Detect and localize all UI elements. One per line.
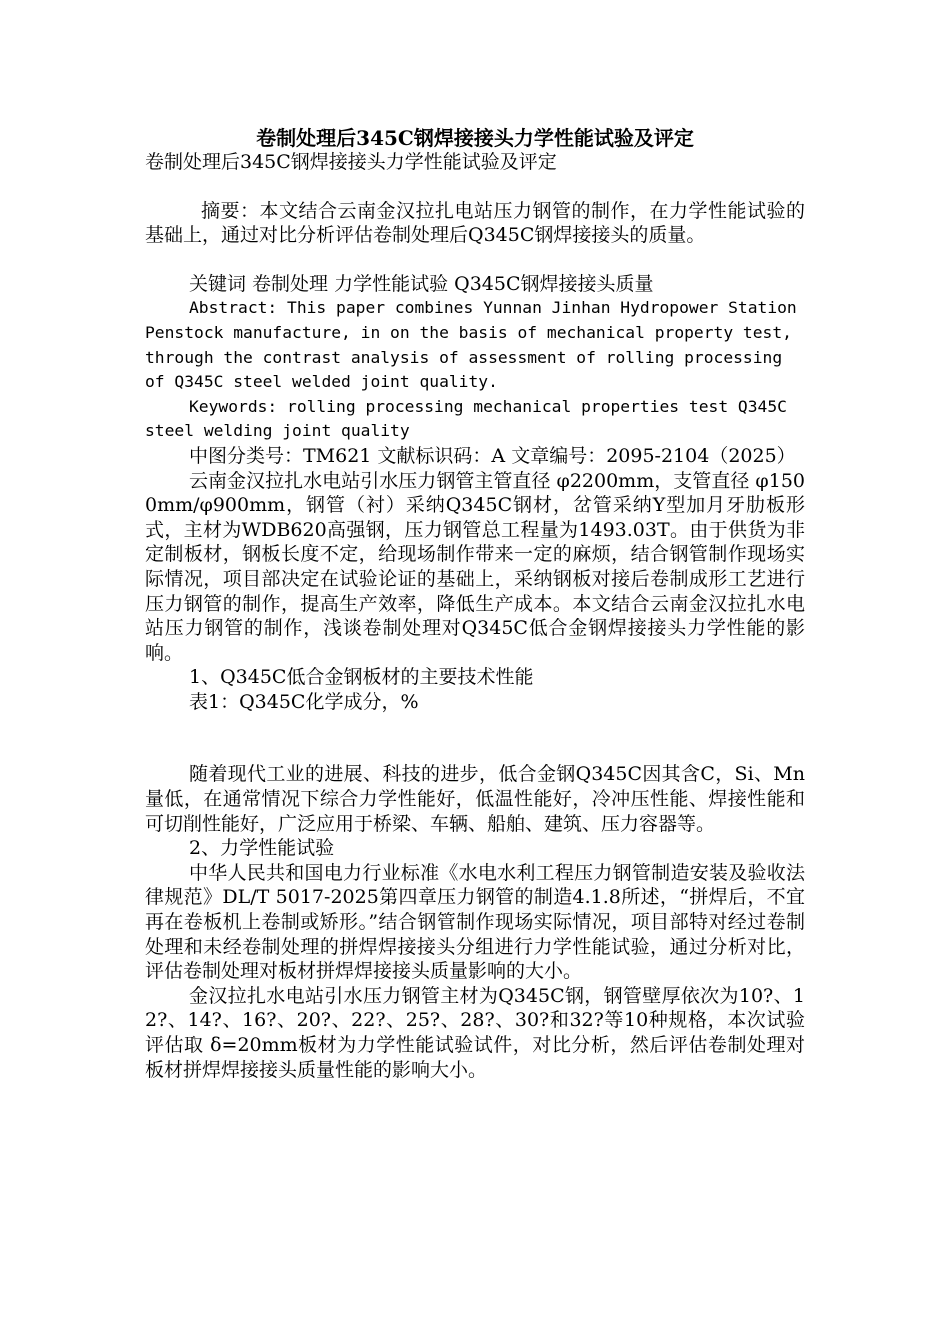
section2-heading: 2、力学性能试验 [189, 837, 335, 860]
classification-info: 中图分类号：TM621 文献标识码：A 文章编号：2095-2104（2025） [189, 444, 796, 467]
section1-heading: 1、Q345C低合金钢板材的主要技术性能 [189, 666, 534, 689]
spacer [145, 175, 805, 199]
table-placeholder [145, 714, 805, 762]
keywords-en: Keywords: rolling processing mechanical properties test Q345C steel welding joint quality [145, 396, 787, 441]
document-body [145, 126, 805, 1082]
abstract-cn: 摘要：本文结合云南金汉拉扎电站压力钢管的制作，在力学性能试验的基础上，通过对比分析评估卷制处理后Q345C钢焊接接头的质量。 [145, 199, 805, 247]
intro-paragraph: 云南金汉拉扎水电站引水压力钢管主管直径 φ2200mm，支管直径 φ1500mm/φ900mm，钢管（衬）采纳Q345C钢材，岔管采纳Y型加月牙肋板形式，主材为WDB620高强钢，压力钢管总工程量为1493.03T。由于供货为非定制板材，钢板长度不定，给现场制作带来一定的麻烦，结合钢管制作现场实际情况，项目部决定在试验论证的基础上，采纳钢板对接后卷制成形工艺进行压力钢管的制作，提高生产效率，降低生产成本。本文结合云南金汉拉扎水电站压力钢管的制作，浅谈卷制处理对Q345C低合金钢焊接接头力学性能的影响。 [145, 469, 805, 664]
document-title: 卷制处理后345C钢焊接接头力学性能试验及评定 [256, 126, 694, 150]
section2-paragraph-standard: 中华人民共和国电力行业标准《水电水利工程压力钢管制造安装及验收法律规范》DL/T 5017-2025第四章压力钢管的制造4.1.8所述，“拼焊后，不宜再在卷板机上卷制或矫形。”结合钢管制作现场实际情况，项目部特对经过卷制处理和未经卷制处理的拼焊焊接接头分组进行力学性能试验，通过分析对比，评估卷制处理对板材拼焊焊接接头质量影响的大小。 [145, 861, 805, 983]
document-subtitle: 卷制处理后345C钢焊接接头力学性能试验及评定 [145, 151, 557, 173]
section1-paragraph: 随着现代工业的进展、科技的进步，低合金钢Q345C因其含C，Si、Mn量低，在通常情况下综合力学性能好，低温性能好，冷冲压性能、焊接性能和可切削性能好，广泛应用于桥梁、车辆、船舶、建筑、压力容器等。 [145, 763, 805, 835]
table1-caption: 表1：Q345C化学成分，% [189, 690, 419, 713]
abstract-en: Abstract: This paper combines Yunnan Jinhan Hydropower Station Penstock manufacture, in on the basis of mechanical property test, through the contrast analysis of assessment of rolling processing of Q345C steel welded joint quality. [145, 298, 797, 392]
keywords-cn: 关键词 卷制处理 力学性能试验 Q345C钢焊接接头质量 [189, 272, 654, 295]
section2-paragraph-material: 金汉拉扎水电站引水压力钢管主材为Q345C钢，钢管壁厚依次为10?、12?、14?、16?、20?、22?、25?、28?、30?和32?等10种规格，本次试验评估取 δ=20mm板材为力学性能试验试件，对比分析，然后评估卷制处理对板材拼焊焊接接头质量性能的影响大小。 [145, 984, 805, 1081]
spacer [145, 248, 805, 272]
